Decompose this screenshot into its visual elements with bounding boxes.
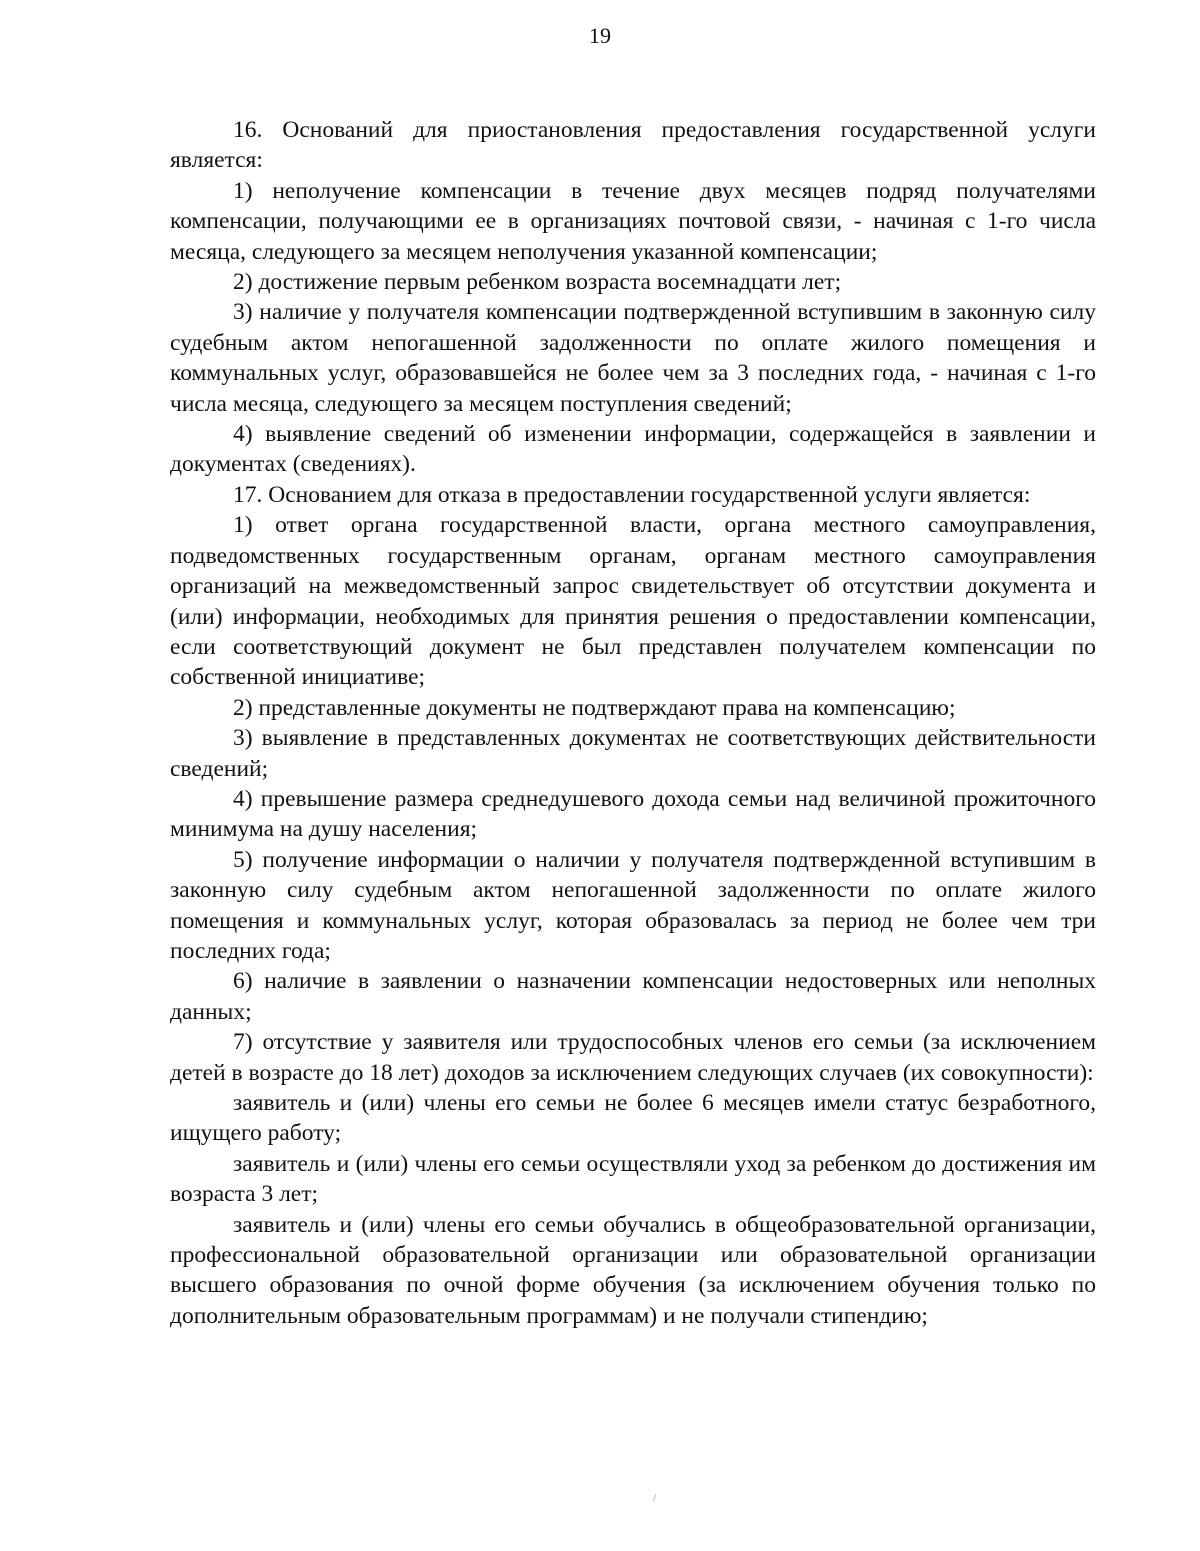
paragraph-16-heading: 16. Оснований для приостановления предоставления государственной услуги является:: [170, 117, 1096, 174]
paragraph-17-item-3: 3) выявление в представленных документах не соответствующих действительности сведений;: [170, 725, 1096, 782]
scan-speck: [653, 1494, 657, 1502]
paragraph-17-heading: 17. Основанием для отказа в предоставлении государственной услуги является:: [233, 481, 1031, 508]
paragraph-17-item-2: 2) представленные документы не подтверждают права на компенсацию;: [233, 694, 956, 721]
paragraph-16-item-1: 1) неполучение компенсации в течение двух месяцев подряд получателями компенсации, получающими ее в организациях почтовой связи, - начиная с 1-го числа месяца, следующего за месяцем неполучения указанной компенсации;: [170, 177, 1096, 265]
paragraph-17-item-7-case-1: заявитель и (или) члены его семьи не более 6 месяцев имели статус безработного, ищущего работу;: [170, 1090, 1096, 1147]
paragraph-17-item-1: 1) ответ органа государственной власти, органа местного самоуправления, подведомственных государственным органам, органам местного самоуправления организаций на межведомственный запрос свидетельствует об отсутствии документа и (или) информации, необходимых для принятия решения о предоставлении компенсации, если соответствующий документ не был представлен получателем компенсации по собственной инициативе;: [170, 512, 1096, 691]
paragraph-17-item-6: 6) наличие в заявлении о назначении компенсации недостоверных или неполных данных;: [170, 968, 1096, 1025]
paragraph-17-item-7: 7) отсутствие у заявителя или трудоспособных членов его семьи (за исключением детей в возрасте до 18 лет) доходов за исключением следующих случаев (их совокупности):: [170, 1029, 1096, 1086]
paragraph-16-item-2: 2) достижение первым ребенком возраста восемнадцати лет;: [233, 269, 842, 296]
paragraph-17-item-5: 5) получение информации о наличии у получателя подтвержденной вступившим в законную силу судебным актом непогашенной задолженности по оплате жилого помещения и коммунальных услуг, которая образовалась за период не более чем три последних года;: [170, 846, 1096, 964]
document-body: [170, 115, 1096, 1331]
page-number: 19: [589, 23, 611, 48]
paragraph-17-item-7-case-2: заявитель и (или) члены его семьи осуществляли уход за ребенком до достижения им возраста 3 лет;: [170, 1150, 1096, 1208]
paragraph-16-item-3: 3) наличие у получателя компенсации подтвержденной вступившим в законную силу судебным актом непогашенной задолженности по оплате жилого помещения и коммунальных услуг, образовавшейся не более чем за 3 последних года, - начиная с 1-го числа месяца, следующего за месяцем поступления сведений;: [170, 299, 1096, 417]
paragraph-17-item-4: 4) превышение размера среднедушевого дохода семьи над величиной прожиточного минимума на душу населения;: [170, 785, 1096, 843]
paragraph-17-item-7-case-3: заявитель и (или) члены его семьи обучались в общеобразовательной организации, профессиональной образовательной организации или образовательной организации высшего образования по очной форме обучения (за исключением обучения только по дополнительным образовательным программам) и не получали стипендию;: [170, 1211, 1096, 1329]
paragraph-16-item-4: 4) выявление сведений об изменении информации, содержащейся в заявлении и документах (сведениях).: [170, 421, 1096, 478]
